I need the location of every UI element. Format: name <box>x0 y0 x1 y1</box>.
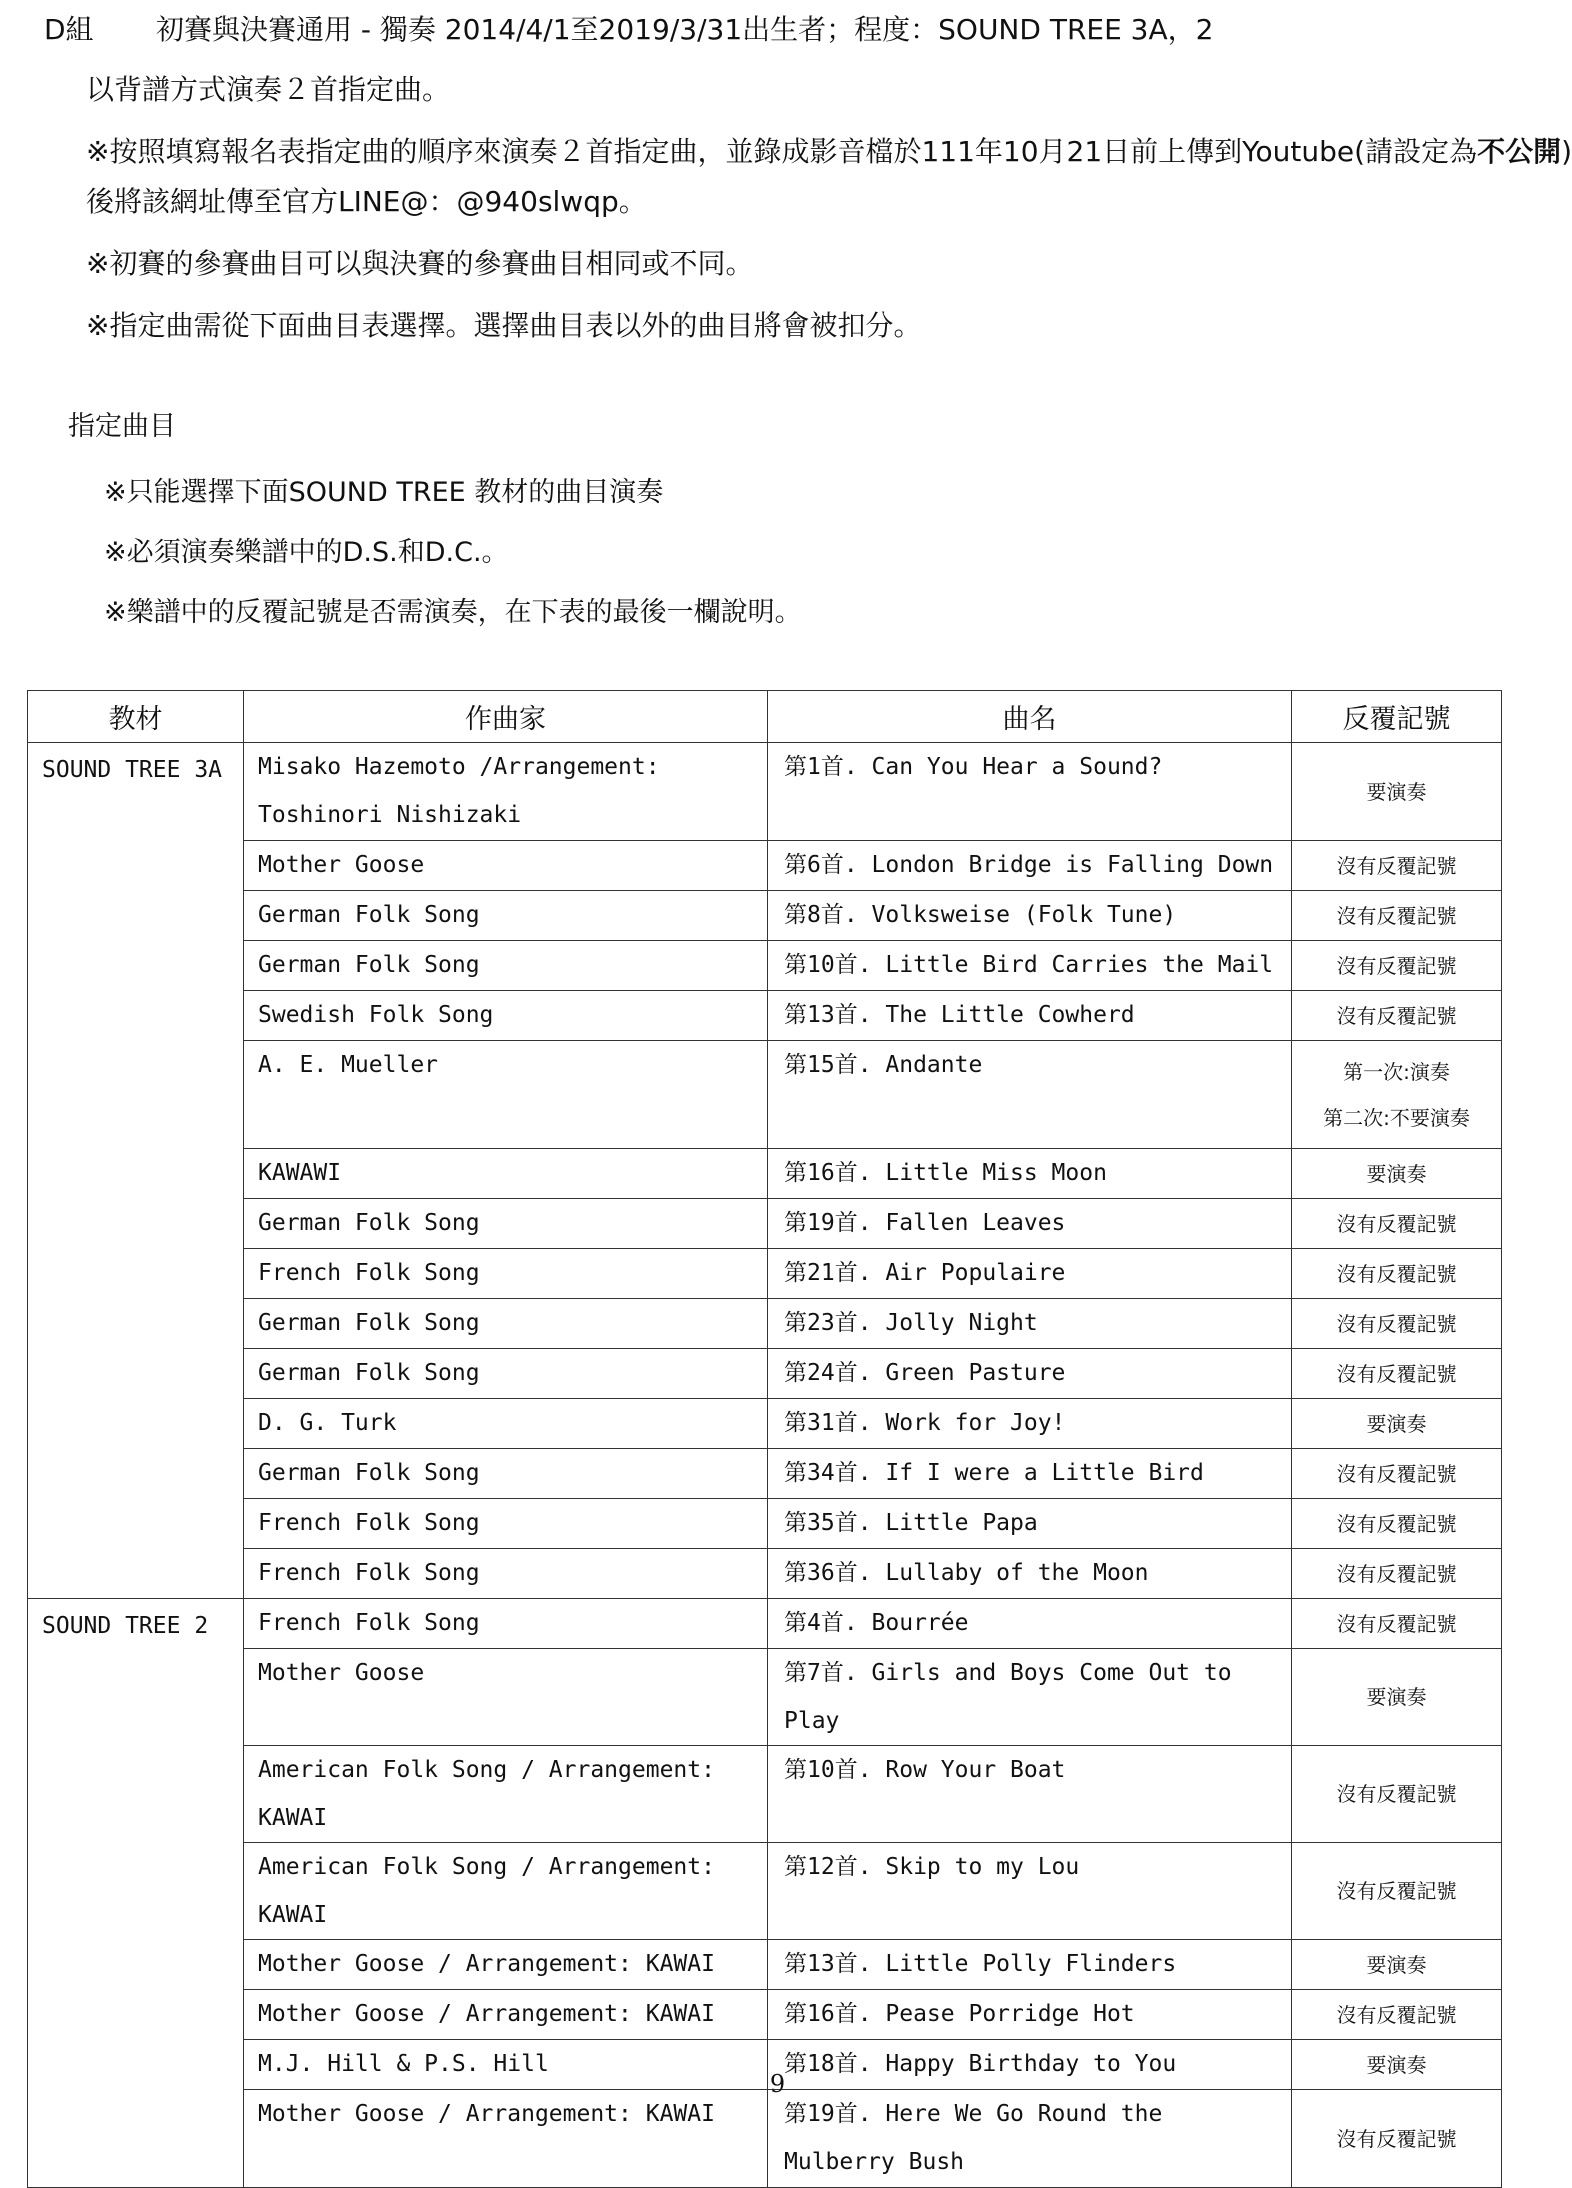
table-row <box>28 1843 1502 1940</box>
intro-line-2 <box>86 130 1572 170</box>
repeat-text: 沒有反覆記號 <box>1336 1782 1457 1806</box>
title-cell: 第15首. Andante <box>768 1041 1292 1149</box>
title-cell: 第18首. Happy Birthday to You <box>768 2040 1292 2090</box>
repeat-cell <box>1292 1649 1502 1746</box>
repeat-cell <box>1292 1249 1502 1299</box>
repeat-cell <box>1292 1843 1502 1940</box>
title-cell: 第31首. Work for Joy! <box>768 1399 1292 1449</box>
composer-cell: American Folk Song / Arrangement: KAWAI <box>244 1843 768 1940</box>
material-cell: SOUND TREE 2 <box>28 1599 244 2188</box>
composer-cell: French Folk Song <box>244 1499 768 1549</box>
title-cell: 第13首. Little Polly Flinders <box>768 1940 1292 1990</box>
intro-line-1: 以背譜方式演奏２首指定曲。 <box>86 73 451 106</box>
composer-cell: French Folk Song <box>244 1249 768 1299</box>
table-row <box>28 1499 1502 1549</box>
repeat-text: 要演奏 <box>1366 1952 1427 1977</box>
header-text: 初賽與決賽通用 - 獨奏 2014/4/1至2019/3/31出生者；程度：SOUND TREE 3A，2 <box>156 13 1214 46</box>
table-row <box>28 1599 1502 1649</box>
title-cell: 第6首. London Bridge is Falling Down <box>768 841 1292 891</box>
table-row <box>28 1399 1502 1449</box>
title-cell: 第1首. Can You Hear a Sound? <box>768 743 1292 841</box>
title-cell: 第10首. Row Your Boat <box>768 1746 1292 1843</box>
composer-cell: Misako Hazemoto /Arrangement: Toshinori Nishizaki <box>244 743 768 841</box>
table-row <box>28 1149 1502 1199</box>
composer-cell: Swedish Folk Song <box>244 991 768 1041</box>
title-cell: 第21首. Air Populaire <box>768 1249 1292 1299</box>
repeat-text: 沒有反覆記號 <box>1336 1003 1457 1028</box>
table-row <box>28 743 1502 841</box>
repeat-text: 沒有反覆記號 <box>1336 2002 1457 2027</box>
title-cell: 第8首. Volksweise (Folk Tune) <box>768 891 1292 941</box>
repeat-cell <box>1292 1149 1502 1199</box>
repeat-cell <box>1292 1299 1502 1349</box>
repeat-text: 沒有反覆記號 <box>1336 2126 1457 2151</box>
composer-cell: Mother Goose <box>244 841 768 891</box>
composer-cell: German Folk Song <box>244 1449 768 1499</box>
repeat-cell <box>1292 1499 1502 1549</box>
title-cell: 第19首. Fallen Leaves <box>768 1199 1292 1249</box>
composer-cell: American Folk Song / Arrangement: KAWAI <box>244 1746 768 1843</box>
table-row <box>28 1990 1502 2040</box>
repeat-cell <box>1292 1940 1502 1990</box>
repeat-cell <box>1292 1549 1502 1599</box>
repeat-cell <box>1292 1449 1502 1499</box>
repeat-cell <box>1292 1041 1502 1149</box>
table-row <box>28 1299 1502 1349</box>
page-number: 9 <box>769 2070 786 2098</box>
composer-cell: German Folk Song <box>244 1199 768 1249</box>
title-cell: 第19首. Here We Go Round the Mulberry Bush <box>768 2090 1292 2188</box>
repeat-text: 沒有反覆記號 <box>1336 1361 1457 1386</box>
title-cell: 第23首. Jolly Night <box>768 1299 1292 1349</box>
intro-line-5: ※指定曲需從下面曲目表選擇。選擇曲目表以外的曲目將會被扣分。 <box>86 309 922 342</box>
title-cell: 第16首. Pease Porridge Hot <box>768 1990 1292 2040</box>
title-cell: 第35首. Little Papa <box>768 1499 1292 1549</box>
title-cell: 第24首. Green Pasture <box>768 1349 1292 1399</box>
title-cell: 第34首. If I were a Little Bird <box>768 1449 1292 1499</box>
composer-cell: KAWAWI <box>244 1149 768 1199</box>
repeat-cell <box>1292 991 1502 1041</box>
repeat-text: 第一次:演奏 <box>1343 1059 1450 1084</box>
repeat-text: 要演奏 <box>1366 779 1427 804</box>
table-row <box>28 1249 1502 1299</box>
repeat-text: 沒有反覆記號 <box>1336 1879 1457 1903</box>
composer-cell: Mother Goose / Arrangement: KAWAI <box>244 2090 768 2188</box>
composer-cell: D. G. Turk <box>244 1399 768 1449</box>
title-cell: 第12首. Skip to my Lou <box>768 1843 1292 1940</box>
composer-cell: Mother Goose / Arrangement: KAWAI <box>244 1990 768 2040</box>
title-cell: 第4首. Bourrée <box>768 1599 1292 1649</box>
table-row <box>28 1940 1502 1990</box>
repeat-cell <box>1292 1199 1502 1249</box>
composer-cell: French Folk Song <box>244 1549 768 1599</box>
repeat-cell <box>1292 1399 1502 1449</box>
section-note-3: ※樂譜中的反覆記號是否需演奏，在下表的最後一欄說明。 <box>104 597 802 628</box>
table-row <box>28 941 1502 991</box>
title-cell: 第13首. The Little Cowherd <box>768 991 1292 1041</box>
repeat-cell <box>1292 1990 1502 2040</box>
repeat-cell <box>1292 743 1502 841</box>
table-row <box>28 1199 1502 1249</box>
composer-cell: French Folk Song <box>244 1599 768 1649</box>
header-material: 教材 <box>28 691 244 743</box>
intro-line-3: 後將該網址傳至官方LINE@：@940slwqp。 <box>86 185 647 218</box>
composer-cell: German Folk Song <box>244 891 768 941</box>
table-row <box>28 1449 1502 1499</box>
table-row <box>28 1649 1502 1746</box>
repeat-cell <box>1292 2090 1502 2188</box>
repeat-text: 沒有反覆記號 <box>1336 1461 1457 1486</box>
intro-line-2-text: ※按照填寫報名表指定曲的順序來演奏２首指定曲，並錄成影音檔於111年10月21日前上傳到Youtube(請設定為 <box>86 135 1478 168</box>
composer-cell: Mother Goose / Arrangement: KAWAI <box>244 1940 768 1990</box>
repeat-text: 要演奏 <box>1366 1411 1427 1436</box>
composer-cell: A. E. Mueller <box>244 1041 768 1149</box>
table-row <box>28 1349 1502 1399</box>
repeat-text: 沒有反覆記號 <box>1336 1261 1457 1286</box>
repeat-cell <box>1292 841 1502 891</box>
intro-line-2-close: ) <box>1561 135 1572 168</box>
repeat-cell <box>1292 1746 1502 1843</box>
repeat-cell <box>1292 941 1502 991</box>
table-row <box>28 1041 1502 1149</box>
section-title: 指定曲目 <box>68 411 176 442</box>
table-row <box>28 891 1502 941</box>
repeat-text: 沒有反覆記號 <box>1336 1561 1457 1586</box>
composer-cell: German Folk Song <box>244 941 768 991</box>
section-note-1: ※只能選擇下面SOUND TREE 教材的曲目演奏 <box>104 477 664 508</box>
repeat-text: 要演奏 <box>1366 2052 1427 2077</box>
title-cell: 第7首. Girls and Boys Come Out to Play <box>768 1649 1292 1746</box>
page-header <box>44 8 1213 48</box>
repeat-text: 要演奏 <box>1366 1161 1427 1186</box>
repeat-text: 沒有反覆記號 <box>1336 1611 1457 1636</box>
title-cell: 第16首. Little Miss Moon <box>768 1149 1292 1199</box>
table-row <box>28 1549 1502 1599</box>
repeat-text: 要演奏 <box>1366 1685 1427 1709</box>
section-note-2: ※必須演奏樂譜中的D.S.和D.C.。 <box>104 537 509 568</box>
table-row <box>28 841 1502 891</box>
composer-cell: German Folk Song <box>244 1349 768 1399</box>
header-composer: 作曲家 <box>244 691 768 743</box>
songs-table <box>27 690 1502 2188</box>
repeat-text: 沒有反覆記號 <box>1336 903 1457 928</box>
title-cell: 第10首. Little Bird Carries the Mail <box>768 941 1292 991</box>
repeat-cell <box>1292 891 1502 941</box>
header-title: 曲名 <box>768 691 1292 743</box>
composer-cell: German Folk Song <box>244 1299 768 1349</box>
private-setting-emphasis: 不公開 <box>1477 135 1562 168</box>
header-repeat: 反覆記號 <box>1292 691 1502 743</box>
group-label: D組 <box>44 13 94 46</box>
repeat-text: 沒有反覆記號 <box>1336 1511 1457 1536</box>
intro-line-4: ※初賽的參賽曲目可以與決賽的參賽曲目相同或不同。 <box>86 247 754 280</box>
table-row <box>28 2090 1502 2188</box>
material-cell: SOUND TREE 3A <box>28 743 244 1599</box>
repeat-text: 沒有反覆記號 <box>1336 1311 1457 1336</box>
composer-cell: M.J. Hill & P.S. Hill <box>244 2040 768 2090</box>
repeat-cell <box>1292 1599 1502 1649</box>
repeat-text: 沒有反覆記號 <box>1336 1211 1457 1236</box>
repeat-text: 沒有反覆記號 <box>1336 953 1457 978</box>
repeat-cell <box>1292 1349 1502 1399</box>
composer-cell: Mother Goose <box>244 1649 768 1746</box>
table-row <box>28 991 1502 1041</box>
repeat-text: 沒有反覆記號 <box>1336 853 1457 878</box>
table-row <box>28 1746 1502 1843</box>
title-cell: 第36首. Lullaby of the Moon <box>768 1549 1292 1599</box>
repeat-text-second: 第二次:不要演奏 <box>1323 1105 1470 1130</box>
table-header-row <box>28 691 1502 743</box>
table-body <box>28 743 1502 2188</box>
